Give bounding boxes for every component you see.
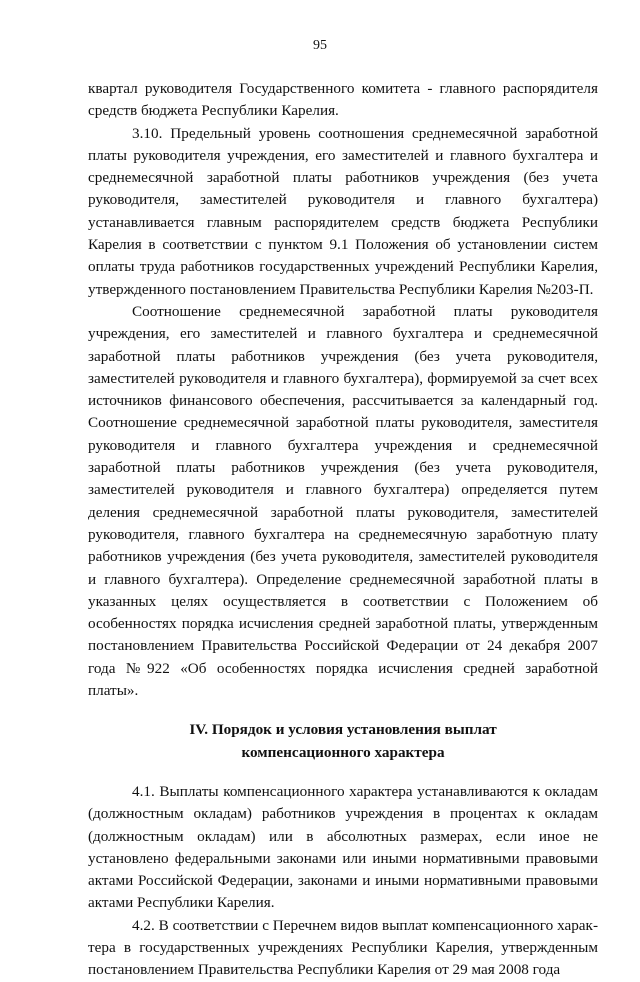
paragraph-4-1: 4.1. Выплаты компенсационного характера устанавливаются к окладам (должностным окладам) работников учреждения в процентах к окладам (должностным окладам) или в абсолютных размерах, если иное не установлено федеральными законами или иными нормативными правовыми актами Российской Федерации, законами и иными нормативными правовыми актами Республики Карелия. <box>88 782 598 912</box>
paragraph-4-2: 4.2. В соответствии с Перечнем видов выплат компенсационного характера в государственных учреждениях Республики Карелия, утвержденным постановлением Правительства Республики Карелия от 29 мая 2008 года <box>88 916 598 979</box>
section-heading-line-1: IV. Порядок и условия установления выплат <box>189 721 497 739</box>
section-heading-line-2: компенсационного характера <box>241 743 445 761</box>
document-body <box>88 78 598 982</box>
paragraph-ratio: Соотношение среднемесячной заработной платы руководителя учреждения, его заместителей и главного бухгалтера и среднемесячной заработной платы работников учреждения (без учета руководителя, заместителей руководителя и главного бухгалтера), формируемой за счет всех источников финансового обеспечения, рассчитывается за календарный год. Соотношение среднемесячной заработной платы руководителя, заместителя руководителя и главного бухгалтера учреждения и среднемесячной заработной платы работников учреждения (без учета руководителя, заместителей руководителя и главного бухгалтера) определяется путем деления среднемесячной заработной платы руководителя, заместителей руководителя, главного бухгалтера на среднемесячную заработную плату работников учреждения (без учета руководителя, заместителей руководителя и главного бухгалтера). Определение среднемесячной заработной платы в указанных целях осуществляется в соответствии с Положением об особенностях порядка исчисления средней заработной платы, утвержденным постановлением Правительства Российской Федерации от 24 декабря 2007 года №922 «Об особенностях порядка исчисления средней заработной платы». <box>88 302 598 700</box>
paragraph-continuation: квартал руководителя Государственного комитета - главного распорядителя средств бюджета Республики Карелия. <box>88 80 598 120</box>
page-number: 95 <box>313 38 327 53</box>
paragraph-3-10: 3.10. Предельный уровень соотношения среднемесячной заработной платы руководителя учреждения, его заместителей и главного бухгалтера и среднемесячной заработной платы работников учреждения (без учета руководителя, заместителей руководителя и главного бухгалтера) устанавливается главным распорядителем средств бюджета Республики Карелия в соответствии с пунктом 9.1 Положения об установлении систем оплаты труда работников государственных учреждений Республики Карелия, утвержденного постановлением Правительства Республики Карелия №203-П. <box>88 124 598 298</box>
section-heading <box>88 719 598 764</box>
